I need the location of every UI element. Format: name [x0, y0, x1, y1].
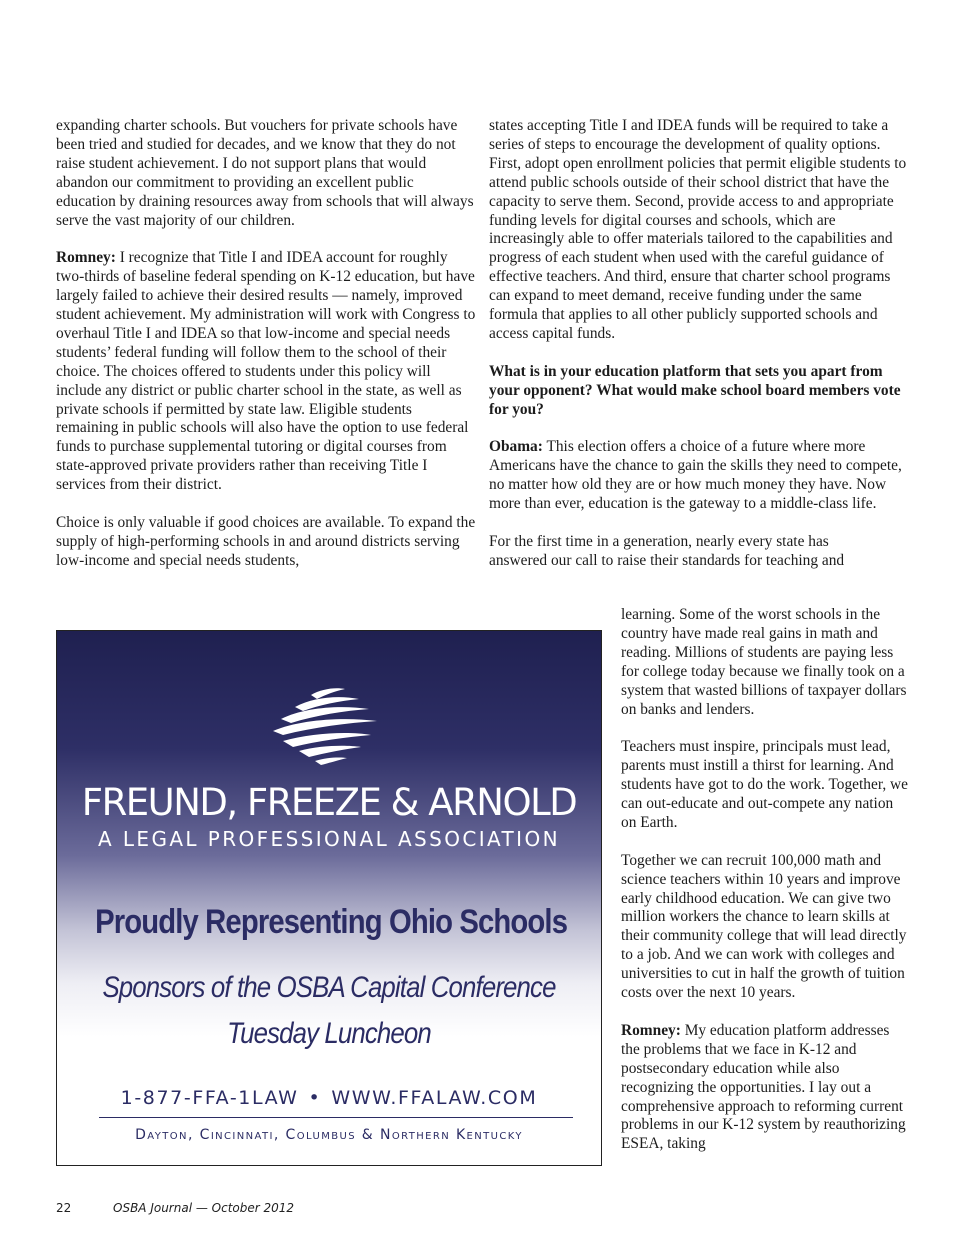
speaker-romney-2: Romney: — [621, 1021, 681, 1039]
ad-contact-line — [57, 1087, 601, 1109]
journal-issue: OSBA Journal — October 2012 — [113, 1201, 295, 1215]
left-paragraph-1: expanding charter schools. But vouchers for private schools have been tried and studied for decades, and we know that they do not raise student achievement. I do not support plans that would abandon our commitment to providing an excellent public education by draining resources away from schools that will always serve the vast majority of our children. — [56, 117, 474, 229]
right-paragraph-3-line-1: For the first time in a generation, nearly every state has — [489, 532, 829, 550]
ad-firm-name: FREUND, FREEZE & ARNOLD — [81, 781, 577, 824]
left-column — [56, 117, 476, 571]
obama-answer-text: This election offers a choice of a future where more Americans have the chance to gain the skills they need to compete, no matter how old they are or how much money they have. Now more than ever, education is the gateway to a middle-class life. — [489, 438, 902, 513]
ad-sponsor-line: Sponsors of the OSBA Capital Conference — [102, 971, 556, 1004]
ad-divider — [99, 1117, 573, 1118]
right-paragraph-3-line-2: answered our call to raise their standards for teaching and — [489, 551, 845, 569]
ad-bullet-separator: • — [308, 1087, 322, 1109]
ad-cities: Dayton, Cincinnati, Columbus & Northern Kentucky — [135, 1127, 523, 1143]
ad-event-line: Tuesday Luncheon — [227, 1017, 431, 1050]
right-paragraph-romney — [621, 1022, 911, 1154]
right-column-narrow — [621, 606, 911, 1154]
ad-website: WWW.FFALAW.COM — [331, 1087, 538, 1109]
page-number: 22 — [56, 1201, 72, 1215]
right-paragraph-obama — [489, 438, 909, 514]
advertisement — [56, 630, 602, 1166]
interview-question: What is in your education platform that sets you apart from your opponent? What would make school board members vote for you? — [489, 362, 901, 418]
ad-firm-subtitle: A LEGAL PROFESSIONAL ASSOCIATION — [98, 827, 560, 851]
right-paragraph-3-rest: learning. Some of the worst schools in the country have made real gains in math and reading. Millions of students are paying less for college today because we finally took on a system that wasted billions of taxpayer dollars on banks and lenders. — [621, 606, 907, 718]
left-paragraph-3: Choice is only valuable if good choices are available. To expand the supply of high-performing schools in and around districts serving low-income and special needs students, — [56, 514, 476, 569]
right-column — [489, 117, 909, 571]
right-paragraph-4: Teachers must inspire, principals must lead, parents must instill a thirst for learning. And students have got to do the work. Together, we can out-educate and out-compete any nation on Earth. — [621, 738, 908, 831]
left-paragraph-2 — [56, 249, 476, 495]
romney-platform-text: My education platform addresses the problems that we face in K-12 and postsecondary education while also recognizing the opportunities. I lay out a comprehensive approach to reforming current problems in our K-12 system by reauthorizing ESEA, taking — [621, 1021, 906, 1153]
right-paragraph-1: states accepting Title I and IDEA funds will be required to take a series of steps to encourage the development of quality options. First, adopt open enrollment policies that permit eligible students to attend public schools outside of their school district that have the capacity to serve them. Second, provide access to and appropriate funding levels for digital courses and schools, which are increasingly able to offer materials tailored to the capabilities and progress of each student when used with the careful guidance of effective teachers. And third, ensure that charter school programs can expand to meet demand, receive funding under the same formula that applies to all other publicly supported schools and access capital funds. — [489, 117, 907, 342]
page-footer — [56, 1201, 295, 1215]
stylized-waves-logo-icon — [255, 685, 395, 769]
ad-headline: Proudly Representing Ohio Schools — [95, 903, 568, 941]
speaker-romney: Romney: — [56, 249, 116, 267]
romney-answer-text: I recognize that Title I and IDEA account for roughly two-thirds of baseline federal spending on K-12 education, but have largely failed to achieve their desired results — namely, improved student achievement. My administration will work with Congress to overhaul Title I and IDEA so that low-income and special needs students’ federal funding will follow them to the school of their choice. The choices offered to students under this policy will include any district or public charter school in the state, as well as private schools if permitted by state law. Eligible students remaining in public schools will also have the option to use federal funds to purchase supplemental tutoring or digital courses from state-approved private providers rather than receiving Title I services from their district. — [56, 249, 476, 494]
right-paragraph-5: Together we can recruit 100,000 math and science teachers within 10 years and improve early childhood education. We can give two million workers the chance to learn skills at their community college that will lead directly to a job. And we can work with colleges and universities to cut in half the growth of tuition costs over the next 10 years. — [621, 851, 907, 1002]
speaker-obama: Obama: — [489, 438, 543, 456]
ad-phone: 1-877-FFA-1LAW — [120, 1087, 299, 1109]
